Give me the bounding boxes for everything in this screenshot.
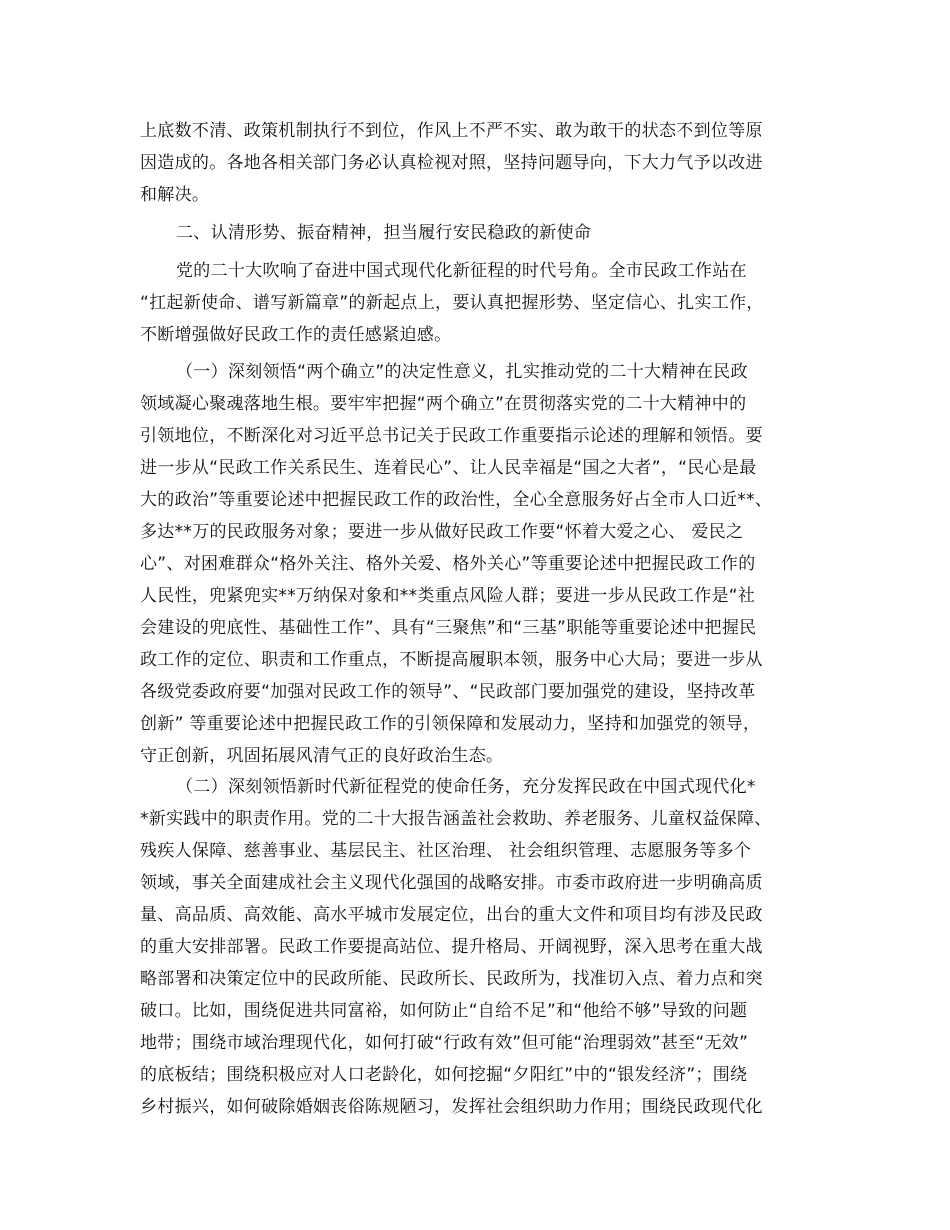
- paragraph-section-two: [140, 771, 830, 1123]
- text-line: 领域，事关全面建成社会主义现代化强国的战略安排。市委市政府进一步明确高质: [140, 873, 763, 893]
- text-line: 和解决。: [140, 185, 210, 205]
- text-line: 乡村振兴，如何破除婚姻丧俗陈规陋习，发挥社会组织助力作用；围绕民政现代化: [140, 1097, 763, 1117]
- text-line: 引领地位，不断深化对习近平总书记关于民政工作重要指示论述的理解和领悟。要: [140, 426, 763, 446]
- text-line: 的底板结；围绕积极应对人口老龄化，如何挖掘“夕阳红”中的“银发经济”；围绕: [140, 1065, 748, 1085]
- text-line: 创新” 等重要论述中把握民政工作的引领保障和发展动力，坚持和加强党的领导，: [140, 714, 761, 734]
- text-line: 党的二十大吹响了奋进中国式现代化新征程的时代号角。全市民政工作站在: [176, 261, 747, 281]
- text-line: 领域凝心聚魂落地生根。要牢牢把握“两个确立”在贯彻落实党的二十大精神中的: [140, 394, 747, 414]
- text-line: 政工作的定位、职责和工作重点，不断提高履职本领，服务中心大局；要进一步从: [140, 650, 763, 670]
- text-line: 残疾人保障、慈善事业、基层民主、社区治理、 社会组织管理、志愿服务等多个: [140, 841, 752, 861]
- text-line: 会建设的兜底性、基础性工作”、具有“三聚焦”和“三基”职能等重要论述中把握民: [140, 618, 757, 638]
- text-line: （二）深刻领悟新时代新征程党的使命任务，充分发挥民政在中国式现代化*: [176, 777, 756, 797]
- text-line: 因造成的。各地各相关部门务必认真检视对照，坚持问题导向，下大力气予以改进: [140, 153, 763, 173]
- text-line: *新实践中的职责作用。党的二十大报告涵盖社会救助、养老服务、儿童权益保障、: [140, 809, 772, 829]
- text-line: （一）深刻领悟“两个确立”的决定性意义，扎实推动党的二十大精神在民政: [176, 362, 748, 382]
- text-line: “扛起新使命、谱写新篇章”的新起点上，要认真把握形势、坚定信心、扎实工作，: [140, 293, 764, 313]
- paragraph-context: [140, 255, 830, 351]
- text-line: 心”、对困难群众“格外关注、格外关爱、格外关心”等重要论述中把握民政工作的: [140, 554, 756, 574]
- text-line: 人民性，兜紧兜实**万纳保对象和**类重点风险人群；要进一步从民政工作是“社: [140, 586, 756, 606]
- text-line: 各级党委政府要“加强对民政工作的领导”、“民政部门要加强党的建设，坚持改革: [140, 682, 756, 702]
- text-line: 的重大安排部署。民政工作要提高站位、提升格局、开阔视野，深入思考在重大战: [140, 937, 763, 957]
- text-line: 不断增强做好民政工作的责任感紧迫感。: [140, 325, 452, 345]
- text-line: 地带；围绕市域治理现代化，如何打破“行政有效”但可能“治理弱效”甚至“无效”: [140, 1033, 749, 1053]
- section-heading: 二、认清形势、振奋精神，担当履行安民稳政的新使命: [176, 223, 592, 243]
- paragraph-section-one: [140, 356, 830, 772]
- text-line: 破口。比如，围绕促进共同富裕，如何防止“自给不足”和“他给不够”导致的问题: [140, 1001, 748, 1021]
- text-line: 多达**万的民政服务对象；要进一步从做好民政工作要“怀着大爱之心、 爱民之: [140, 522, 744, 542]
- text-line: 略部署和决策定位中的民政所能、民政所长、民政所为，找准切入点、着力点和突: [140, 969, 763, 989]
- text-line: 量、高品质、高效能、高水平城市发展定位，出台的重大文件和项目均有涉及民政: [140, 905, 763, 925]
- text-line: 上底数不清、政策机制执行不到位，作风上不严不实、敢为敢干的状态不到位等原: [140, 121, 763, 141]
- text-line: 守正创新，巩固拓展风清气正的良好政治生态。: [140, 746, 504, 766]
- text-line: 进一步从“民政工作关系民生、连着民心”、让人民幸福是“国之大者”，“民心是最: [140, 458, 757, 478]
- text-line: 大的政治”等重要论述中把握民政工作的政治性，全心全意服务好占全市人口近**、: [140, 490, 773, 510]
- paragraph-intro: [140, 115, 830, 211]
